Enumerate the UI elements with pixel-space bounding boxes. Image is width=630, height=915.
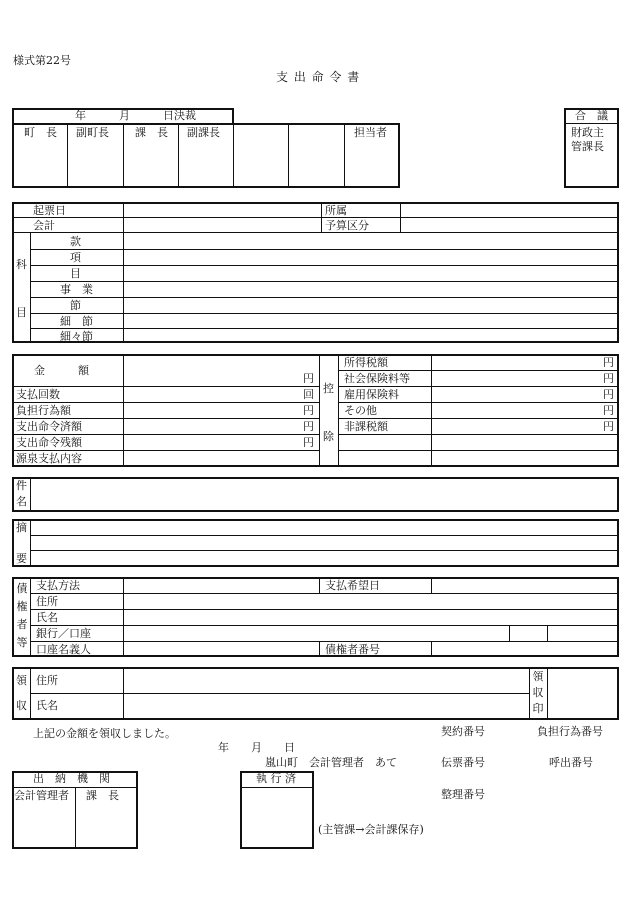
unit-meirei-zan: 円 [303,436,314,449]
suitou-title: 出 納 機 関 [33,772,110,785]
kamoku-kou: 項 [70,251,81,264]
unit-deduct-1: 円 [603,356,614,369]
receipt-date: 年 月 日 [218,741,295,754]
amount-row-futan-koui: 負担行為額 [16,404,71,417]
keiyaku-bango-label: 契約番号 [441,725,485,738]
creditor-label-ken: 権 [16,600,28,613]
unit-deduct-4: 円 [603,404,614,417]
shiharai-houhou-label: 支払方法 [36,579,80,592]
unit-deduct-3: 円 [603,388,614,401]
kamoku-saisaisetsu: 細々節 [60,330,93,343]
creditor-shimei-label: 氏名 [36,611,58,624]
creditor-label-tou: 等 [16,636,28,649]
receipt-statement: 上記の金額を領収しました。 [33,727,176,740]
futan-koui-bango-label: 負担行為番号 [537,725,603,738]
approval-col-tantosha: 担当者 [354,126,387,139]
approval-date-line: 年 月 日決裁 [75,109,196,122]
receipt-shimei-label: 氏名 [36,699,58,712]
creditor-jusho-label: 住所 [36,595,58,608]
approval-col-fukukacho: 副課長 [187,126,220,139]
amount-row-meirei-zan: 支出命令残額 [16,436,82,449]
suitou-kacho: 課 長 [86,789,119,802]
kenmei-label-mei: 名 [16,495,27,508]
kingaku-label: 金 額 [34,364,89,377]
kamoku-saisetsu: 細 節 [60,315,93,328]
deduct-koyohoken: 雇用保険料 [344,388,399,401]
shiharai-kibobi-label: 支払希望日 [325,579,380,592]
unit-meirei-zumi: 円 [303,420,314,433]
suitou-kaikei-kanrisha: 会計管理者 [14,789,69,802]
kamoku-label-moku: 目 [16,306,27,319]
yosan-kubun-label: 予算区分 [325,219,369,232]
deduct-sonota: その他 [344,404,377,417]
creditor-label-sha: 者 [16,618,28,631]
consult-role: 財政主管課長 [571,126,604,153]
deduct-hikazei: 非課税額 [344,420,388,433]
kamoku-jigyo: 事 業 [60,283,93,296]
ginko-koza-label: 銀行／口座 [36,627,91,640]
seiri-bango-label: 整理番号 [441,788,485,801]
denpyo-bango-label: 伝票番号 [441,756,485,769]
kamoku-moku: 目 [70,267,81,280]
receipt-addressee: 嵐山町 会計管理者 あて [265,756,397,769]
kamoku-label-ka: 科 [16,258,27,271]
unit-deduct-5: 円 [603,420,614,433]
receipt-jusho-label: 住所 [36,674,58,687]
amount-row-meirei-zumi: 支出命令済額 [16,420,82,433]
koujo-label-kou: 控 [323,382,334,395]
unit-futan: 円 [303,404,314,417]
page-title: 支 出 命 令 書 [276,70,361,84]
consult-title: 合 議 [575,109,608,122]
approval-col-chocho: 町 長 [24,126,57,139]
stamp-label-shu: 収 [532,686,544,699]
tekiyo-label-you: 要 [16,552,27,565]
hozon-note: (主管課→会計課保存) [318,823,424,836]
stamp-label-in: 印 [532,702,544,715]
koza-meigi-label: 口座名義人 [36,643,91,656]
kenmei-label-ken: 件 [16,479,27,492]
unit-deduct-2: 円 [603,372,614,385]
amount-row-shiharai-kaisu: 支払回数 [16,388,60,401]
unit-kaisu: 回 [303,388,314,401]
form-number: 様式第22号 [13,54,71,67]
kamoku-setsu: 節 [70,299,81,312]
kaikei-label: 会計 [33,219,55,232]
deduct-shotokuzei: 所得税額 [344,356,388,369]
yobidashi-bango-label: 呼出番号 [549,756,593,769]
deduct-shakaihoken: 社会保険料等 [344,372,410,385]
receipt-label-ryo: 領 [16,674,27,687]
kihyobi-label: 起票日 [33,204,66,217]
approval-col-kacho: 課 長 [135,126,168,139]
creditor-label-sai: 債 [16,582,28,595]
unit-kingaku: 円 [303,372,314,385]
shozoku-label: 所属 [325,204,347,217]
amount-row-gensen: 源泉支払内容 [16,452,82,465]
tekiyo-label-teki: 摘 [16,521,27,534]
approval-col-fukuchocho: 副町長 [76,126,109,139]
koujo-label-jo: 除 [323,430,334,443]
stamp-label-ryo: 領 [532,670,544,683]
saikensha-bango-label: 債権者番号 [325,643,380,656]
shikko-title: 執 行 済 [256,772,296,785]
kamoku-kan: 款 [70,235,81,248]
receipt-label-shu: 収 [16,699,27,712]
